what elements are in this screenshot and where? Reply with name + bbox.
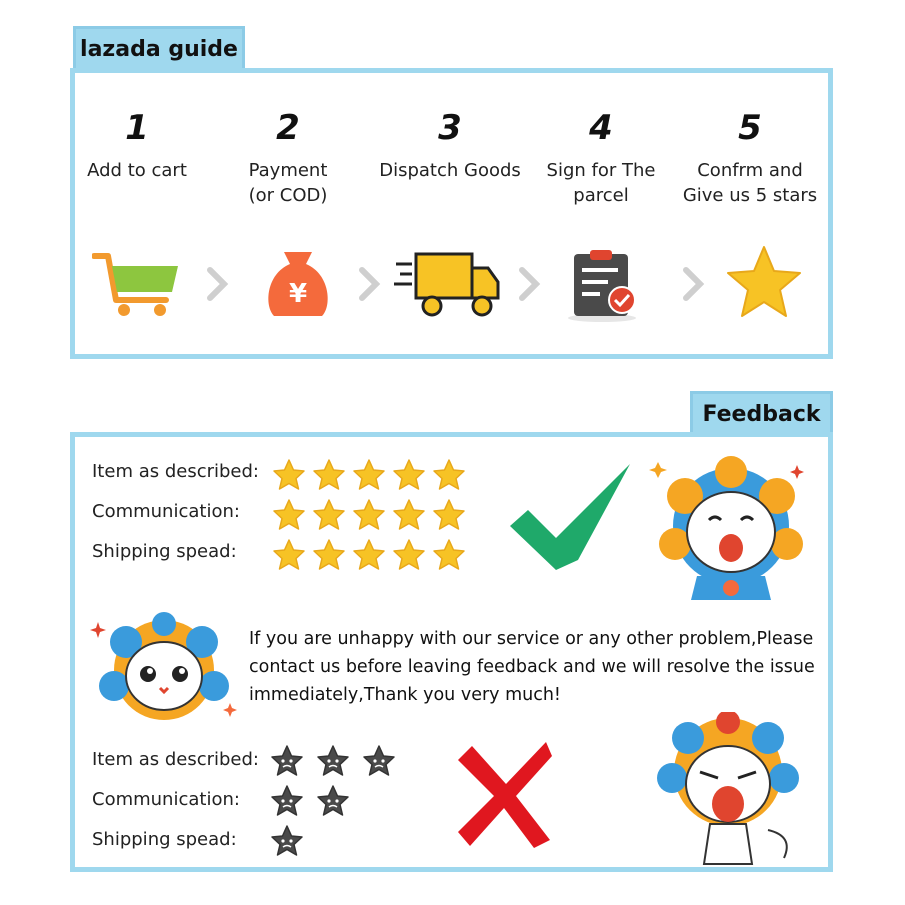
step-number: 2 (276, 108, 300, 148)
gold-star-row (272, 498, 466, 532)
star-icon (724, 243, 804, 321)
rating-label: Item as described: (92, 749, 259, 770)
step-label: Add to cart (87, 160, 187, 181)
sad-star-icon (270, 824, 304, 858)
gold-star-icon (272, 458, 306, 492)
sad-star-icon (270, 744, 304, 778)
gold-star-row (272, 458, 466, 492)
sad-star-icon (316, 744, 350, 778)
happy-lion-mascot-icon (645, 456, 817, 602)
gold-star-icon (432, 498, 466, 532)
delivery-truck-icon (394, 250, 502, 320)
rating-label: Shipping spead: (92, 829, 237, 850)
green-check-icon (506, 460, 634, 572)
gold-star-icon (312, 458, 346, 492)
message-line: contact us before leaving feedback and we will resolve the issue (249, 657, 815, 677)
gold-star-icon (312, 498, 346, 532)
step-number: 1 (125, 108, 149, 148)
step-2 (213, 108, 363, 208)
step-1 (62, 108, 212, 183)
rating-label: Communication: (92, 789, 240, 810)
gold-star-icon (352, 458, 386, 492)
cute-lion-mascot-icon (90, 612, 240, 728)
chevron-right-icon (680, 266, 706, 302)
gold-star-icon (392, 538, 426, 572)
chevron-right-icon (356, 266, 382, 302)
step-label: Payment (248, 160, 328, 181)
sad-star-row (270, 744, 396, 778)
gold-star-row (272, 538, 466, 572)
sad-star-row (270, 784, 350, 818)
rating-label: Communication: (92, 501, 240, 522)
gold-star-icon (392, 498, 426, 532)
rating-label: Item as described: (92, 461, 259, 482)
chevron-right-icon (516, 266, 542, 302)
gold-star-icon (312, 538, 346, 572)
step-label-2: (or COD) (248, 185, 328, 206)
sad-star-row (270, 824, 304, 858)
gold-star-icon (272, 538, 306, 572)
step-label: Confrm and (697, 160, 803, 181)
svg-text:¥: ¥ (288, 279, 308, 309)
crying-lion-mascot-icon (648, 712, 812, 868)
step-label: Dispatch Goods (379, 160, 521, 181)
step-label-2: parcel (573, 185, 629, 206)
sad-star-icon (316, 784, 350, 818)
step-4 (526, 108, 676, 208)
red-cross-icon (454, 740, 554, 850)
message-line: If you are unhappy with our service or any other problem,Please (249, 629, 814, 649)
gold-star-icon (272, 498, 306, 532)
guide-tab-title: lazada guide (73, 26, 245, 70)
feedback-message (249, 625, 824, 709)
message-line: immediately,Thank you very much! (249, 685, 561, 705)
sad-star-icon (362, 744, 396, 778)
chevron-right-icon (204, 266, 230, 302)
step-number: 4 (589, 108, 613, 148)
gold-star-icon (352, 538, 386, 572)
gold-star-icon (432, 458, 466, 492)
gold-star-icon (392, 458, 426, 492)
feedback-tab-title: Feedback (690, 391, 833, 435)
gold-star-icon (432, 538, 466, 572)
clipboard-check-icon (560, 248, 646, 324)
step-number: 5 (738, 108, 762, 148)
step-5 (675, 108, 825, 208)
shopping-cart-icon (92, 248, 182, 320)
step-label-2: Give us 5 stars (682, 185, 818, 206)
gold-star-icon (352, 498, 386, 532)
step-label: Sign for The (546, 160, 656, 181)
rating-label: Shipping spead: (92, 541, 237, 562)
sad-star-icon (270, 784, 304, 818)
step-3 (364, 108, 536, 183)
money-bag-icon (260, 246, 336, 322)
step-number: 3 (438, 108, 462, 148)
